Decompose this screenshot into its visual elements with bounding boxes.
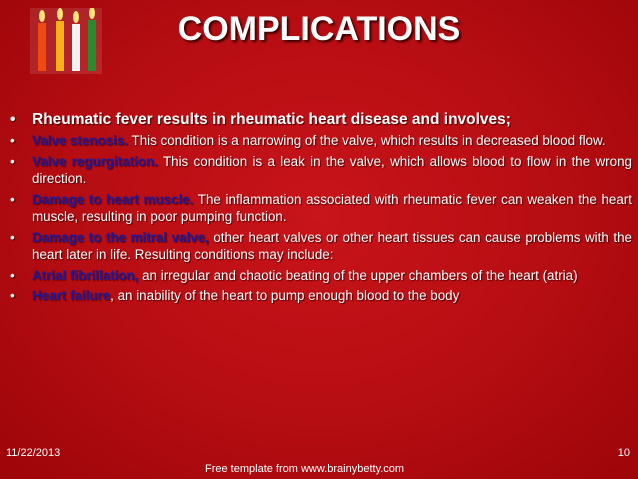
bullet-list [10, 110, 632, 308]
bullet-text: , an inability of the heart to pump enough blood to the body [110, 288, 460, 303]
bullet-icon: • [10, 153, 15, 169]
bullet-item [10, 229, 632, 264]
bullet-term: Valve stenosis. [32, 133, 129, 148]
bullet-text: Rheumatic fever results in rheumatic heart disease and involves; [32, 111, 511, 128]
bullet-item [10, 153, 632, 188]
bullet-term: Damage to the mitral valve, [32, 229, 209, 245]
bullet-icon: • [10, 133, 15, 148]
bullet-icon: • [10, 267, 15, 283]
bullet-text: This condition is a leak in the valve, which allows blood to flow in the wrong direction. [32, 153, 632, 186]
bullet-text: other heart valves or other heart tissues can cause problems with the heart later in life. Resulting conditions may include: [32, 229, 632, 262]
bullet-term: Valve regurgitation. [32, 153, 158, 169]
bullet-item [10, 132, 632, 150]
slide-title: COMPLICATIONS [177, 10, 461, 48]
bullet-icon: • [10, 111, 16, 128]
bullet-icon: • [10, 229, 15, 245]
bullet-term: Damage to heart muscle. [32, 191, 194, 207]
bullet-icon: • [10, 288, 15, 303]
bullet-term: Atrial fibrillation, [32, 267, 139, 283]
bullet-text: The inflammation associated with rheumatic fever can weaken the heart muscle, resulting in poor pumping function. [32, 191, 632, 224]
bullet-item [10, 110, 632, 130]
bullet-text: an irregular and chaotic beating of the upper chambers of the heart (atria) [138, 267, 578, 283]
page-number: 10 [617, 447, 630, 459]
bullet-text: This condition is a narrowing of the valve, which results in decreased blood flow. [128, 133, 606, 148]
bullet-item [10, 191, 632, 226]
bullet-item [10, 267, 632, 285]
bullet-icon: • [10, 191, 15, 207]
bullet-item [10, 287, 632, 305]
footer-credit: Free template from www.brainybetty.com [205, 463, 405, 475]
bullet-term: Heart failure [32, 288, 111, 303]
footer-date: 11/22/2013 [6, 447, 61, 459]
